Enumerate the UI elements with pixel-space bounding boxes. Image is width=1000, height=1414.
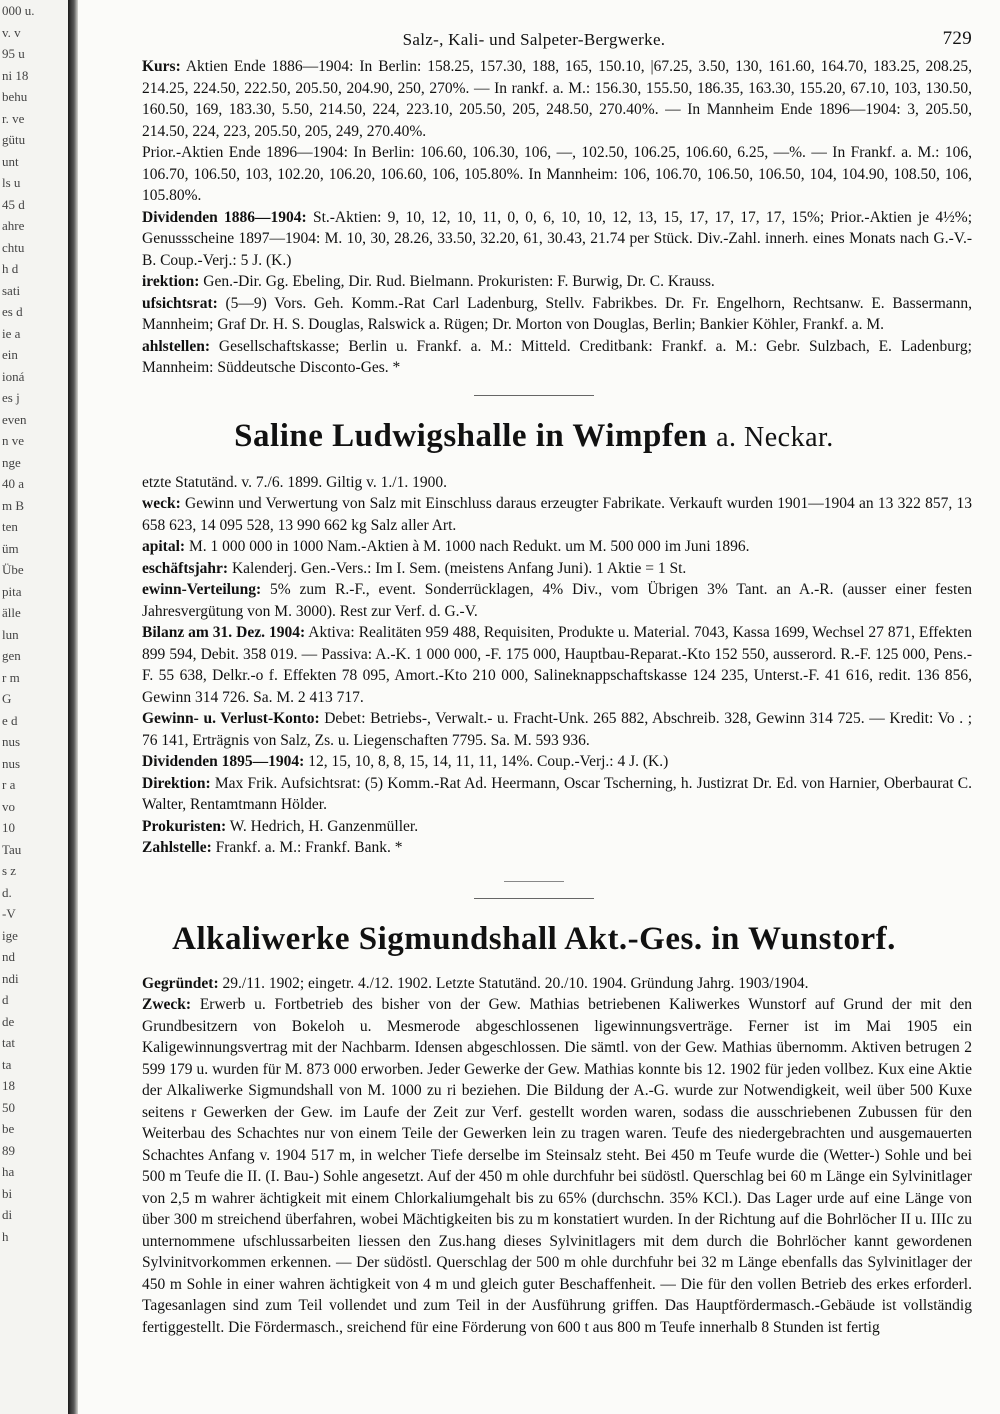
- entry-label: Zweck:: [142, 996, 192, 1013]
- margin-fragment: behu: [2, 89, 28, 104]
- entry-text: Gesellschaftskasse; Berlin u. Frankf. a. M.: Mitteld. Creditbank: Frankf. a. M.: Gebr. Sulzbach, E. Ladenburg; Mannheim: Süddeutsche Disconto-Ges. *: [142, 337, 972, 376]
- margin-fragment: sati: [2, 282, 21, 298]
- margin-fragment: d: [2, 992, 9, 1007]
- entry-text: Aktiva: Realitäten 959 488, Requisiten, Produkte u. Material. 7043, Kassa 1699, Wechsel 27 871, Effekten 899 594, Debit. 358 019. — Passiva: A.-K. 1 000 000, -F. 175 000, Hauptbau-Reparat.-Kto 152 550, ausserord. R.-F. 125 000, Pens.-F. 55 638, Delkr.-o f. Effekten 78 095, Amort.-Kto 210 000, Salineknappschaftskasse 124 235, Unterst.-F. 41 616, redit. 136 856, Gewinn 314 726. Sa. M. 2 413 717.: [142, 624, 972, 706]
- entry-paragraph: [96, 773, 972, 816]
- margin-fragment: h: [2, 1228, 9, 1244]
- entry-label: Dividenden 1895—1904:: [142, 753, 305, 770]
- running-head: [96, 30, 972, 56]
- entry-text: Prior.-Aktien Ende 1896—1904: In Berlin: 106.60, 106.30, 106, —, 102.50, 106.25, 106.60, 6.25, —%. — In Frankf. a. M.: 106, 106.70, 106.50, 103, 102.20, 106.20, 106.60, 106, 105.80%. In Mannheim: 106, 106.70, 106.50, 106.50, 104, 104.90, 108.50, 106, 105.80%.: [142, 144, 972, 204]
- margin-fragment: tat: [2, 1035, 15, 1050]
- entry-paragraph: [96, 472, 972, 494]
- margin-fragment: lun: [2, 626, 19, 642]
- entry-label: Prokuristen:: [142, 817, 227, 835]
- margin-fragment: ahre: [2, 218, 25, 233]
- margin-fragment: gen: [2, 648, 21, 663]
- margin-fragment: r a: [2, 777, 16, 792]
- margin-fragment: di: [2, 1207, 13, 1222]
- running-title: Salz-, Kali- und Salpeter-Bergwerke.: [402, 30, 666, 49]
- margin-fragment: 89: [2, 1142, 15, 1158]
- margin-fragment: r m: [2, 669, 20, 685]
- entry-label: ufsichtsrat:: [142, 294, 218, 312]
- margin-fragment: -V: [2, 906, 16, 921]
- entry-label: eschäftsjahr:: [142, 559, 229, 577]
- margin-fragment: unt: [2, 153, 19, 169]
- margin-fragment: G: [2, 691, 12, 706]
- margin-fragment: gütu: [2, 132, 26, 147]
- margin-fragment: m B: [2, 497, 25, 513]
- margin-fragment: bi: [2, 1185, 13, 1201]
- entry-label: apital:: [142, 538, 186, 555]
- section-divider: [474, 395, 594, 396]
- entry-paragraph: [96, 622, 972, 708]
- margin-fragment: n ve: [2, 433, 25, 448]
- page: [96, 30, 972, 1338]
- entry-label: Bilanz am 31. Dez. 1904:: [142, 624, 306, 641]
- section-divider: [474, 898, 594, 899]
- entry-text: (5—9) Vors. Geh. Komm.-Rat Carl Ladenburg, Stellv. Fabrikbes. Dr. Fr. Engelhorn, Rechtsanw. E. Bassermann, Mannheim; Graf Dr. H. S. Douglas, Ralswick a. Rügen; Dr. Morton von Douglas, Berlin; Bankier Köhler, Frankf. a. M.: [142, 294, 973, 333]
- entry-label: Gegründet:: [142, 974, 219, 992]
- margin-fragment: 45 d: [2, 196, 25, 212]
- margin-fragment: 18: [2, 1078, 15, 1093]
- entry-paragraph: [96, 142, 972, 207]
- margin-fragment: e d: [2, 712, 18, 728]
- margin-fragment: pita: [2, 583, 22, 599]
- margin-fragment: älle: [2, 605, 21, 620]
- company-heading: [96, 921, 972, 957]
- entry-label: weck:: [142, 495, 181, 512]
- margin-fragment: ls u: [2, 175, 21, 190]
- left-margin-fragments: [0, 0, 71, 1414]
- margin-fragment: 40 a: [2, 476, 25, 491]
- margin-fragment: ni 18: [2, 67, 29, 83]
- page-number: 729: [942, 28, 972, 49]
- margin-fragment: r. ve: [2, 110, 25, 126]
- entry-paragraph: [96, 56, 972, 142]
- entry-text: Kalenderj. Gen.-Vers.: Im I. Sem. (meistens Anfang Juni). 1 Aktie = 1 St.: [231, 559, 687, 577]
- entry-label: Kurs:: [142, 58, 181, 75]
- section-divider: [504, 881, 564, 882]
- entry-text: 29./11. 1902; eingetr. 4./12. 1902. Letzte Statutänd. 20./10. 1904. Gründung Jahrg. 1903/1904.: [222, 974, 809, 992]
- margin-fragment: 50: [2, 1099, 15, 1115]
- entry-paragraph: [96, 293, 972, 336]
- company-heading: [96, 418, 972, 456]
- margin-fragment: ten: [2, 519, 18, 534]
- entry-paragraph: [96, 816, 972, 838]
- entry-text: Gewinn und Verwertung von Salz mit Einschluss daraus erzeugter Fabrikate. Verkauft wurden 1901—1904 an 13 322 857, 13 658 623, 14 095 528, 13 990 662 kg Salz aller Art.: [142, 495, 972, 534]
- company-location-suffix: a. Neckar.: [716, 421, 834, 453]
- margin-fragment: ndi: [2, 970, 19, 986]
- entry-paragraph: [96, 579, 972, 622]
- margin-fragment: de: [2, 1013, 15, 1029]
- entry-paragraph: [96, 751, 972, 773]
- entry-paragraph: [96, 837, 972, 859]
- margin-fragment: s z: [2, 863, 17, 878]
- margin-fragment: nus: [2, 734, 21, 749]
- entry-text: M. 1 000 000 in 1000 Nam.-Aktien à M. 1000 nach Redukt. um M. 500 000 im Juni 1896.: [188, 538, 750, 555]
- margin-fragment: chtu: [2, 239, 25, 255]
- entry-text: St.-Aktien: 9, 10, 12, 10, 11, 0, 0, 6, 10, 10, 12, 13, 15, 17, 17, 17, 17, 15%; Prior.-Aktien je 4½%; Genussscheine 1897—1904: M. 10, 30, 28.26, 33.50, 32.20, 61, 30.43, 21.74 per Stück. Div.-Zahl. innerh. eines Monats nach G.-V.-B. Coup.-Verj.: 5 J. (K.): [142, 208, 973, 269]
- entry-paragraph: [96, 207, 972, 272]
- margin-fragment: 10: [2, 820, 15, 835]
- margin-fragment: nd: [2, 949, 15, 964]
- entry-paragraph: [96, 536, 972, 558]
- entry-paragraph: [96, 708, 972, 751]
- entry-label: ahlstellen:: [142, 337, 211, 355]
- entry-paragraph: [96, 336, 972, 379]
- entry-paragraph: [96, 973, 972, 995]
- margin-fragment: Tau: [2, 841, 22, 857]
- entry-text: W. Hedrich, H. Ganzenmüller.: [229, 817, 419, 835]
- margin-fragment: 000 u.: [2, 3, 35, 18]
- sections: [96, 56, 972, 1338]
- margin-fragment: üm: [2, 540, 19, 556]
- company-name: Alkaliwerke Sigmundshall Akt.-Ges. in Wunstorf.: [172, 920, 896, 957]
- margin-fragment: v. v: [2, 24, 21, 40]
- entry-label: Gewinn- u. Verlust-Konto:: [142, 710, 320, 727]
- margin-fragment: even: [2, 411, 27, 427]
- margin-fragment: ige: [2, 927, 18, 943]
- margin-fragment: ta: [2, 1056, 12, 1072]
- margin-fragment: vo: [2, 798, 15, 814]
- margin-fragment: nus: [2, 755, 21, 771]
- entry-text: Gen.-Dir. Gg. Ebeling, Dir. Rud. Bielmann. Prokuristen: F. Burwig, Dr. C. Krauss.: [203, 273, 715, 290]
- entry-label: Direktion:: [142, 774, 211, 792]
- entry-paragraph: [96, 271, 972, 293]
- company-name: Saline Ludwigshalle in Wimpfen: [234, 417, 708, 454]
- entry-text: Aktien Ende 1886—1904: In Berlin: 158.25, 157.30, 188, 165, 150.10, |67.25, 3.50, 130, 161.60, 164.70, 183.25, 208.25, 214.25, 224.50, 222.50, 205.50, 204.90, 250, 270%. — In rankf. a. M.: 156.30, 155.50, 186.35, 163.30, 155.20, 67.10, 103, 130.50, 160.50, 169, 183.30, 5.50, 214.50, 224, 223.10, 205.50, 205, 248.50, 270.40%. — In Mannheim Ende 1896—1904: 3, 205.50, 214.50, 224, 223, 205.50, 205, 249, 270.40%.: [142, 58, 972, 140]
- entry-paragraph: [96, 994, 972, 1338]
- margin-fragment: d.: [2, 884, 12, 900]
- entry-text: Frankf. a. M.: Frankf. Bank. *: [215, 839, 403, 856]
- margin-fragment: h d: [2, 261, 19, 276]
- entry-text: Debet: Betriebs-, Verwalt.- u. Fracht-Unk. 265 882, Abschreib. 328, Gewinn 314 725. — Kredit: Vo . ; 76 141, Erträgnis von Salz, Zs. u. Liegenschaften 7795. Sa. M. 593 936.: [142, 710, 972, 749]
- entry-label: Dividenden 1886—1904:: [142, 208, 307, 226]
- entry-text: etzte Statutänd. v. 7./6. 1899. Giltig v. 1./1. 1900.: [142, 473, 447, 491]
- entry-label: Zahlstelle:: [142, 839, 212, 856]
- entry-text: Erwerb u. Fortbetrieb des bisher von der Gew. Mathias betriebenen Kaliwerkes Wunstorf auf Grund der mit den Grundbesitzern von Bokeloh u. Mesmerode abgeschlossenen ligewinnungsverträge. Ferner ist im Mai 1905 ein Kaligewinnungsvertrag mit der Nachbarm. Idensen abgeschlossen. Die sämtl. von der Gew. Mathias übernomm. Aktiven betrugen 2 599 179 u. wurden für M. 873 000 erworben. Jeder Gewerke der Gew. Mathias konnte bis 12. 1902 für jeden vollbez. Kux eine Aktie der Alkaliwerke Sigmundshall von M. 1000 zu ri beziehen. Die Bildung der A.-G. wurde zur Notwendigkeit, weil über 500 Kuxe seitens r Gewerken der Gew. im Laufe der Zeit zur Verf. gestellt worden waren, sodass die ausschriebenen Zubussen für den Weiterbau des Schachtes nur von einem Teile der Gewerken lein zu tragen waren. Teufe des niedergebrachten und ausgemauerten Schachtes Anfang v. 1904 517 m, in welcher Tiefe derselbe im Steinsalz steht. Bei 450 m Teufe wurde die (Wetter-) Sohle und bei 500 m Teufe die II. (I. Bau-) Sohle angesetzt. Auf der 450 m ohle durchfuhr bei südöstl. Querschlag bei 60 m Länge ein Sylvinitlager von 2,5 m wahrer ächtigkeit mit einem Chlorkaliumgehalt bis zu 65% (durchschn. 35% KCl.). Das Lager urde auf eine Länge von über 300 m streichend überfahren, wobei Mächtigkeiten bis zu m konstatiert wurden. In der Richtung auf die Bohrlöcher II u. IIIc zu unternommene ufschlussarbeiten liessen den Zus.hang dieses Sylvinitlagers mit dem durch die Bohrlöcher kannt gewordenen Sylvinitvorkommen erkennen. — Der südöstl. Querschlag der 500 m ohle durchfuhr bei 32 m Länge ebenfalls das Sylvinitlager der 450 m Sohle in einer wahren ächtigkeit von 4 m und gleich guter Beschaffenheit. — Die für den vollen Betrieb des erkes erforderl. Tagesanlagen sind zum Teil vollendet und zum Teil in der Ausführung griffen. Das Hauptfördermasch.-Gebäude ist vollständig fertiggestellt. Die Fördermasch., sreichend für eine Förderung von 600 t aus 800 m Teufe innerhalb 8 Stunden ist fertig: [142, 996, 972, 1336]
- entry-label: ewinn-Verteilung:: [142, 581, 262, 598]
- margin-fragment: ie a: [2, 325, 21, 341]
- entry-paragraph: [96, 558, 972, 580]
- margin-fragment: es d: [2, 304, 23, 319]
- margin-fragment: be: [2, 1121, 15, 1136]
- margin-fragment: Übe: [2, 562, 24, 577]
- margin-fragment: ha: [2, 1164, 15, 1179]
- entry-paragraph: [96, 493, 972, 536]
- entry-text: 12, 15, 10, 8, 8, 15, 14, 11, 11, 14%. Coup.-Verj.: 4 J. (K.): [308, 753, 669, 770]
- margin-fragment: 95 u: [2, 46, 25, 61]
- margin-fragment: ein: [2, 347, 18, 362]
- entry-text: 5% zum R.-F., event. Sonderrücklagen, 4% Div., vom Übrigen 3% Tant. an A.-R. (ausser einer festen Jahresvergütung von M. 3000). Rest zur Verf. d. G.-V.: [142, 581, 972, 620]
- entry-text: Max Frik. Aufsichtsrat: (5) Komm.-Rat Ad. Heermann, Oscar Tscherning, h. Justizrat Dr. Ed. von Harnier, Oberbaurat C. Walter, Rentamtmann Hölder.: [142, 774, 973, 813]
- book-fold-shadow: [68, 0, 78, 1414]
- margin-fragment: nge: [2, 454, 21, 470]
- entry-label: irektion:: [142, 273, 200, 290]
- margin-fragment: es j: [2, 390, 20, 405]
- margin-fragment: ioná: [2, 368, 25, 384]
